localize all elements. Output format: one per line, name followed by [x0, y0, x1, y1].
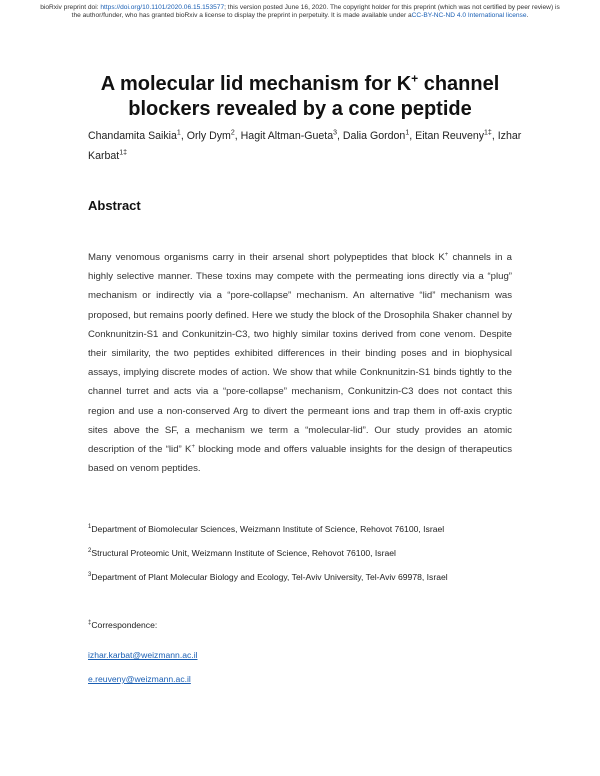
affiliation-mark: 1	[88, 524, 92, 531]
email-link-reuveny[interactable]: e.reuveny@weizmann.ac.il	[88, 674, 191, 684]
affiliation-3	[88, 572, 448, 582]
abstract-superscript-1: +	[444, 251, 449, 258]
author-affiliation-mark: 1‡	[484, 129, 492, 137]
author-separator: ,	[337, 130, 343, 142]
affiliation-mark: 2	[88, 548, 92, 555]
title-part-1: A molecular lid mechanism for K	[100, 73, 412, 95]
abstract-text-1: Many venomous organisms carry in their arsenal short polypeptides that block K	[88, 252, 445, 263]
abstract-text-2: channels in a highly selective manner. These toxins may compete with the permeating ions directly via a “plug” mechanism or indirectly via a “pore-collapse” mechanism. An alternative “lid” mechanism was proposed, but remains poorly defined. Here we study the block of the Drosophila Shaker channel by Conknunitzin-S1 and Conkunitzin-C3, two highly similar toxins derived from cone venom. Despite their similarity, the two peptides exhibited differences in their binding poses and in biophysical assays, implying discrete modes of action. We show that while Conknunitzin-S1 binds tightly to the channel turret and acts via a “pore-collapse” mechanism, Conkunitzin-C3 does not contact this region and use a non-conserved Arg to divert the permeant ions and trap them in off-axis cryptic sites above the SF, a mechanism we term a “molecular-lid”. Our study provides an atomic description of the “lid” K	[88, 252, 512, 456]
abstract-body	[88, 248, 512, 478]
author-name: Hagit Altman-Gueta	[240, 130, 334, 142]
author-affiliation-mark: 1	[176, 129, 181, 137]
abstract-text-3: blocking mode and offers valuable insights for the design of therapeutics based on venom peptides.	[88, 444, 512, 475]
paper-title	[60, 72, 540, 122]
author-name: Dalia Gordon	[342, 130, 406, 142]
author-separator: ,	[180, 130, 187, 142]
title-part-2: channel blockers revealed by a cone peptide	[128, 73, 500, 120]
abstract-heading: Abstract	[88, 198, 141, 213]
author-affiliation-mark: 1‡	[119, 149, 128, 157]
doi-link[interactable]: https://doi.org/10.1101/2020.06.15.153577	[100, 4, 225, 11]
affiliation-2	[88, 548, 396, 558]
affiliation-text: Department of Biomolecular Sciences, Weizmann Institute of Science, Rehovot 76100, Israel	[91, 524, 445, 534]
author-affiliation-mark: 3	[333, 129, 338, 137]
email-link-karbat[interactable]: izhar.karbat@weizmann.ac.il	[88, 650, 198, 660]
preprint-notice	[40, 4, 560, 21]
abstract-superscript-2: +	[191, 443, 195, 450]
author-affiliation-mark: 2	[230, 129, 235, 137]
author-name: Orly Dym	[186, 130, 231, 142]
affiliation-text: Department of Plant Molecular Biology and Ecology, Tel-Aviv University, Tel-Aviv 69978, Israel	[91, 572, 448, 582]
correspondence-mark: ‡	[88, 620, 92, 627]
author-separator: ,	[491, 130, 498, 142]
affiliation-text: Structural Proteomic Unit, Weizmann Institute of Science, Rehovot 76100, Israel	[91, 548, 396, 558]
author-separator: ,	[234, 130, 241, 142]
author-affiliation-mark: 1	[405, 129, 410, 137]
preprint-suffix: .	[526, 12, 529, 20]
preprint-middle: ; this version posted June 16, 2020. The copyright holder for this preprint (which was not certified by peer review) is the author/funder, who has granted bioRxiv a license to display the preprint in perpetuity. It is made available under a	[71, 4, 560, 20]
preprint-prefix: bioRxiv preprint doi:	[40, 4, 101, 11]
correspondence-label	[88, 620, 157, 630]
author-list	[88, 126, 528, 166]
author-name: Eitan Reuveny	[415, 130, 485, 142]
title-superscript: +	[411, 71, 419, 86]
correspondence-text: Correspondence:	[91, 620, 158, 630]
author-separator: ,	[409, 130, 416, 142]
affiliation-1	[88, 524, 444, 534]
affiliation-mark: 3	[88, 572, 92, 579]
author-name: Chandamita Saikia	[88, 130, 177, 142]
author-name: Izhar Karbat	[88, 130, 522, 162]
license-link[interactable]: CC-BY-NC-ND 4.0 International license	[411, 12, 527, 20]
